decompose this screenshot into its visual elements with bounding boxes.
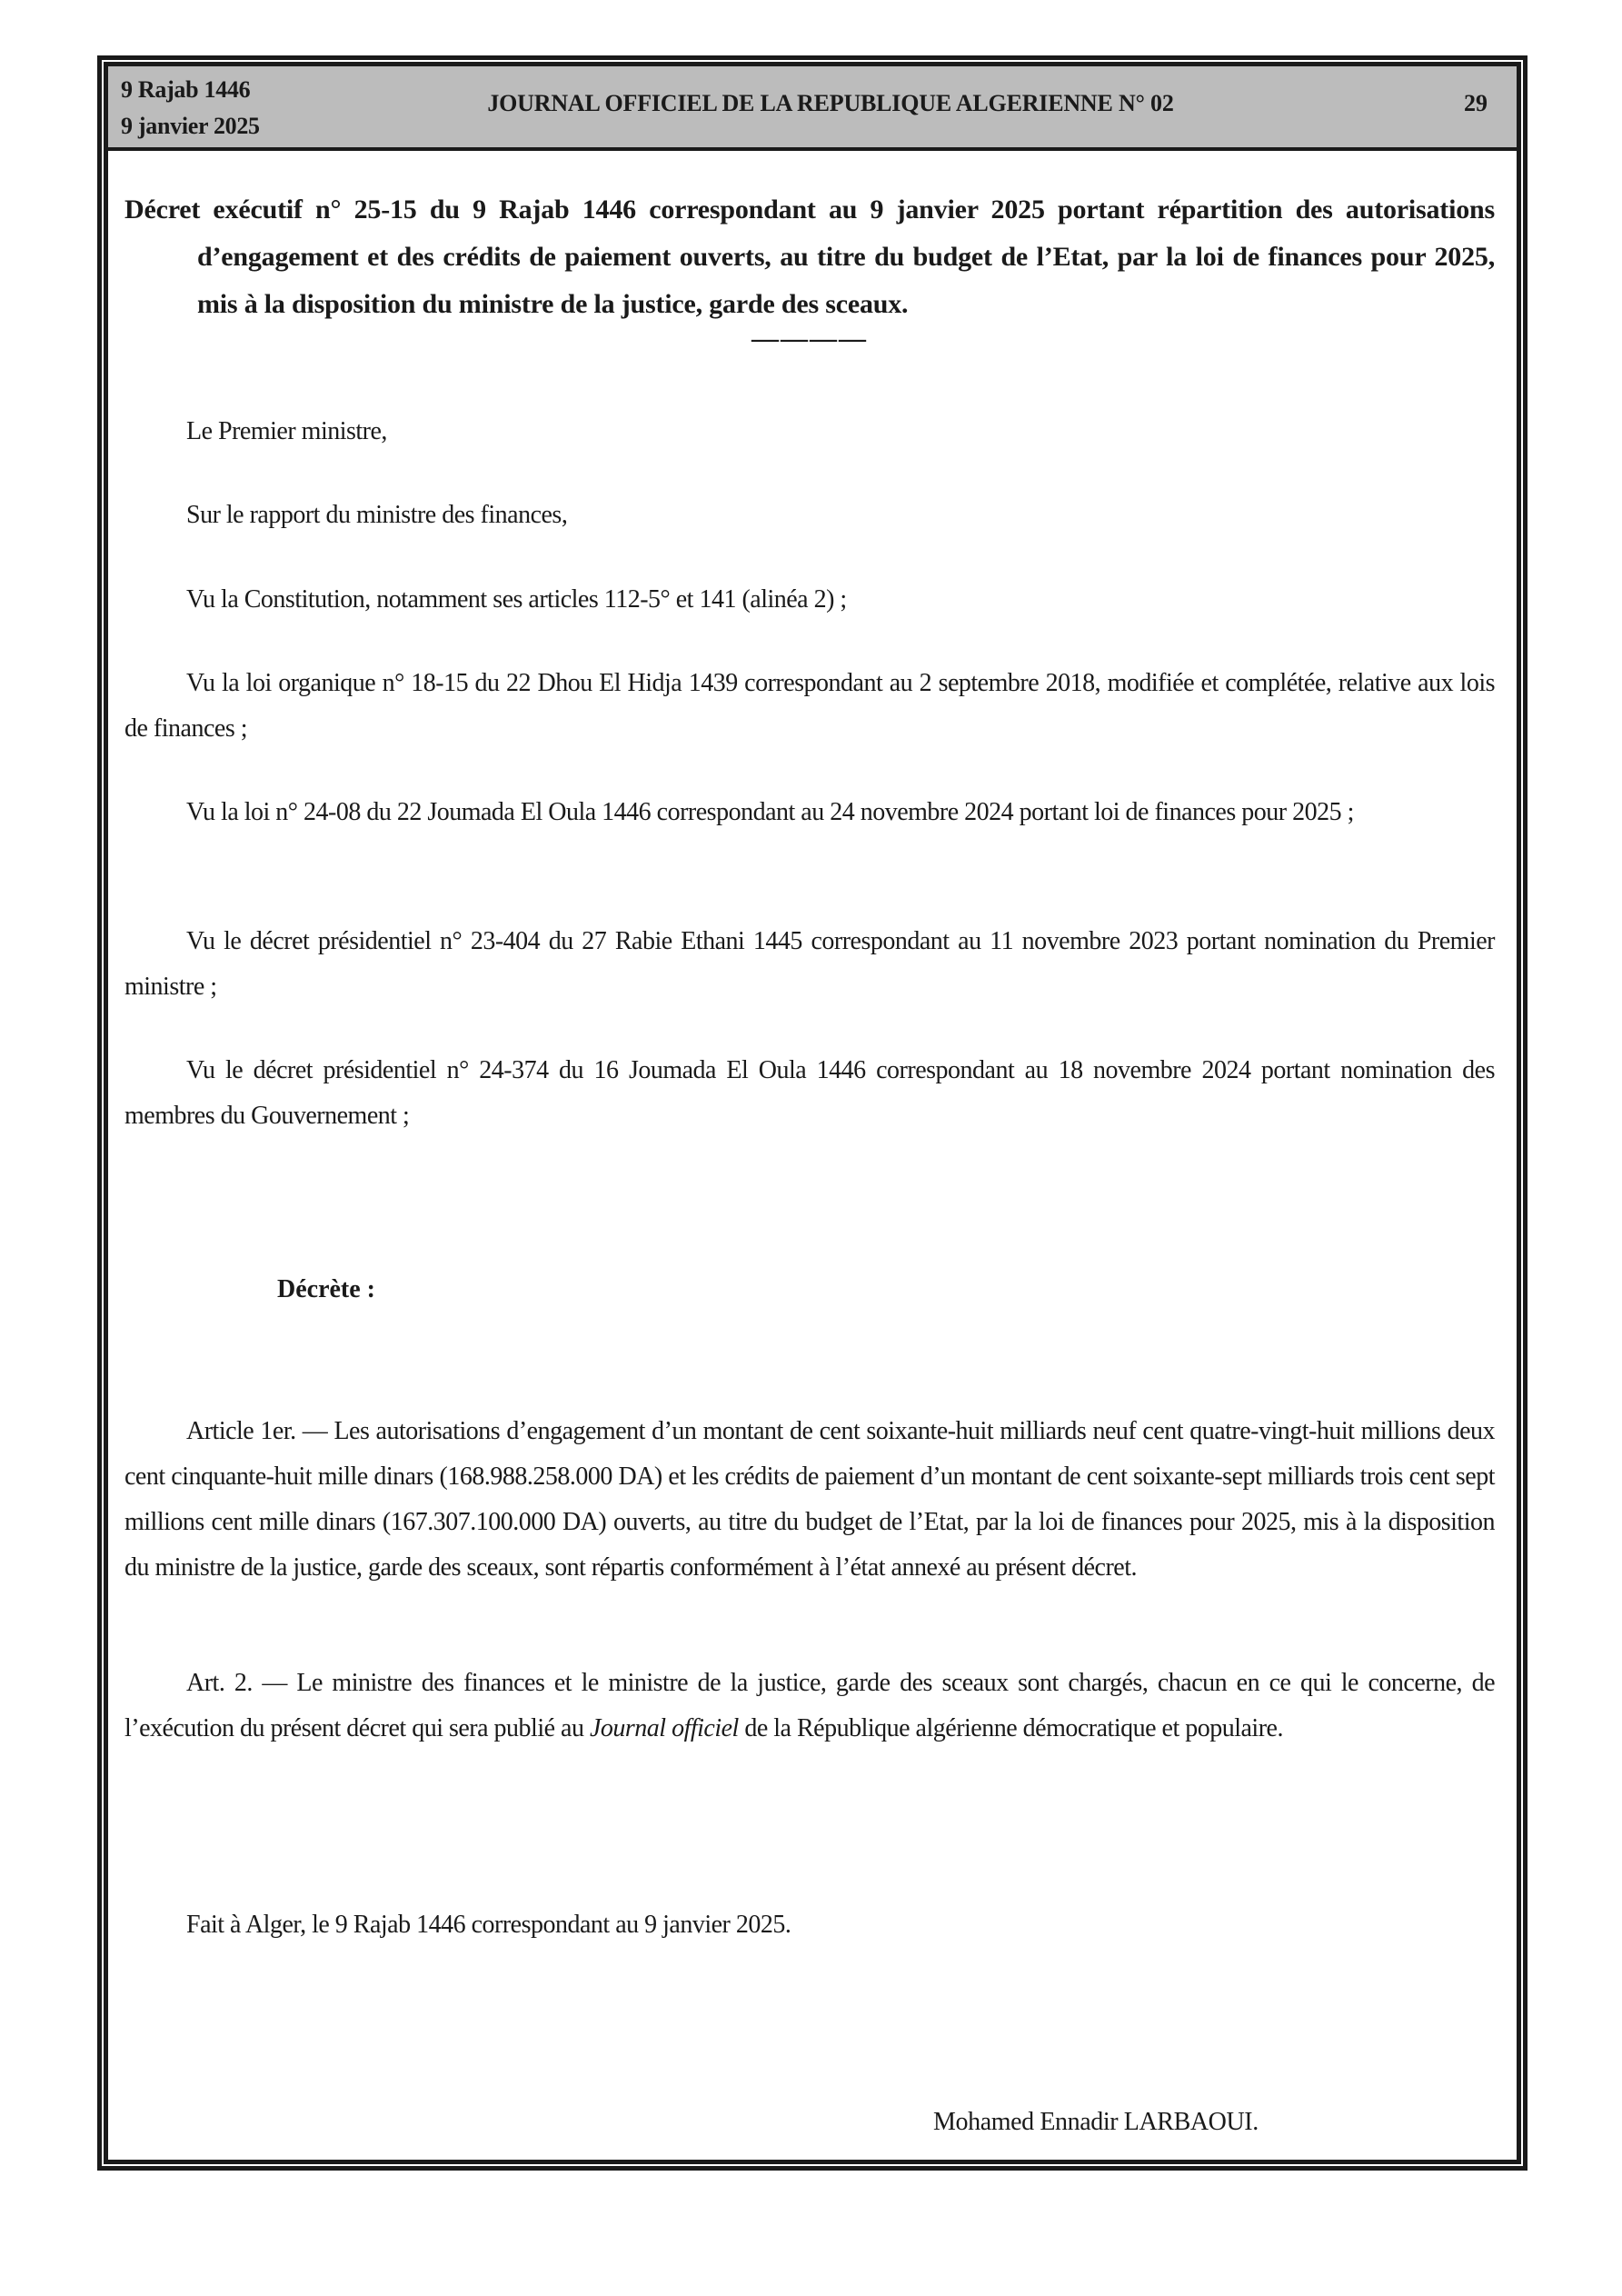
preamble-constitution: Vu la Constitution, notamment ses articles 112-5° et 141 (alinéa 2) ; [186, 585, 847, 614]
preamble-rapport: Sur le rapport du ministre des finances, [186, 501, 568, 529]
preamble-loi-organique: Vu la loi organique n° 18-15 du 22 Dhou El Hidja 1439 correspondant au 2 septembre 2018, modifiée et complétée, relative aux lois de finances ; [124, 669, 1495, 743]
title-separator: ———— [751, 324, 868, 354]
decree-body [124, 186, 1495, 2136]
article-1: Article 1er. — Les autorisations d’engagement d’un montant de cent soixante-huit milliards neuf cent quatre-vingt-huit millions deux cent cinquante-huit mille dinars (168.988.258.000 DA) et les crédits de paiement d’un montant de cent soixante-sept milliards trois cent sept millions cent mille dinars (167.307.100.000 DA) ouverts, au titre du budget de l’Etat, par la loi de finances pour 2025, mis à la disposition du ministre de la justice, garde des sceaux, sont répartis conformément à l’état annexé au présent décret. [124, 1417, 1495, 1582]
preamble-premier-ministre: Le Premier ministre, [186, 417, 387, 445]
page-header [108, 66, 1517, 151]
decree-title: Décret exécutif n° 25-15 du 9 Rajab 1446 correspondant au 9 janvier 2025 portant répartition des autorisations d’engagement et des crédits de paiement ouverts, au titre du budget de l’Etat, par la loi de finances pour 2025, mis à la disposition du ministre de la justice, garde des sceaux. [124, 195, 1495, 319]
preamble-loi-finances: Vu la loi n° 24-08 du 22 Joumada El Oula 1446 correspondant au 24 novembre 2024 portant loi de finances pour 2025 ; [186, 798, 1354, 826]
article-2-text-start: Art. 2. — Le ministre des finances et le ministre de la justice, garde des sceaux sont chargés, chacun en ce qui le concerne, de l’exécution du présent décret qui sera publié au [124, 1669, 1495, 1742]
header-date-hijri: 9 Rajab 1446 [121, 76, 251, 103]
preamble-decret-premier-ministre: Vu le décret présidentiel n° 23-404 du 27 Rabie Ethani 1445 correspondant au 11 novembre 2023 portant nomination du Premier ministre ; [124, 927, 1495, 1001]
header-date-gregorian: 9 janvier 2025 [121, 113, 260, 139]
article-2-text-end: de la République algérienne démocratique et populaire. [738, 1714, 1283, 1742]
preamble-decret-gouvernement: Vu le décret présidentiel n° 24-374 du 16 Joumada El Oula 1446 correspondant au 18 novembre 2024 portant nomination des membres du Gouvernement ; [124, 1056, 1495, 1130]
article-2 [124, 1661, 1495, 1752]
decrete-heading: Décrète : [277, 1275, 376, 1303]
done-at-line: Fait à Alger, le 9 Rajab 1446 correspondant au 9 janvier 2025. [186, 1911, 791, 1939]
signature: Mohamed Ennadir LARBAOUI. [933, 2108, 1259, 2136]
journal-officiel-italic: Journal officiel [589, 1714, 739, 1742]
journal-title: JOURNAL OFFICIEL DE LA REPUBLIQUE ALGERIENNE N° 02 [487, 90, 1174, 116]
page-number: 29 [1464, 90, 1488, 116]
